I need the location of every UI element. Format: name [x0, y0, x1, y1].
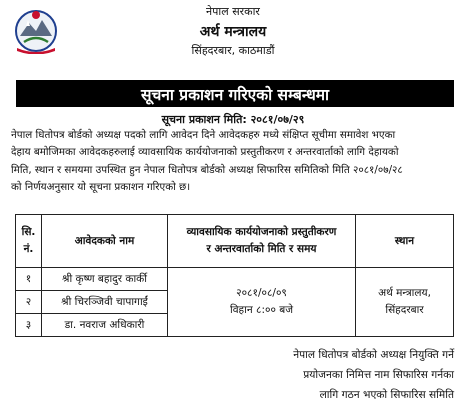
ministry-name: अर्थ मन्त्रालय — [199, 24, 267, 40]
venue-line: सिंहदरबार — [385, 304, 424, 316]
applicant-name: श्री चिरञ्जिवी चापागाईं — [42, 291, 168, 314]
notice-body-line: नेपाल धितोपत्र बोर्डको अध्यक्ष पदको लागि आवेदन दिने आवेदकहरु मध्ये संक्षिप्त सूचीमा समावेश भएका — [11, 129, 396, 141]
interview-schedule-table — [15, 214, 454, 337]
applicant-name: श्री कृष्ण बहादुर कार्की — [42, 268, 168, 291]
notice-body — [11, 127, 463, 197]
signatory-line: नेपाल धितोपत्र बोर्डको अध्यक्ष नियुक्ति गर्ने — [293, 349, 454, 361]
notice-title: सूचना प्रकाशन गरिएको सम्बन्धमा — [140, 85, 330, 104]
header-venue: स्थान — [356, 215, 454, 268]
publication-date: सूचना प्रकाशन मिति: २०८१/०७/२९ — [161, 113, 305, 126]
venue-line: अर्थ मन्त्रालय, — [378, 287, 431, 299]
notice-title-banner — [16, 80, 454, 107]
notice-body-line: को निर्णयअनुसार यो सूचना प्रकाशन गरिएको छ। — [11, 181, 191, 194]
header-applicant-name: आवेदकको नाम — [42, 215, 168, 268]
notice-body-line: देहाय बमोजिमका आवेदकहरुलाई व्यावसायिक कार्ययोजनाको प्रस्तुतीकरण र अन्तरवार्ताको लागि देहायको — [11, 146, 399, 159]
ministry-address: सिंहदरबार, काठमाडौं — [191, 44, 275, 57]
signatory-line: प्रयोजनका निमित्त नाम सिफारिस गर्नका — [303, 369, 454, 381]
applicant-name: डा. नवराज अधिकारी — [42, 314, 168, 337]
header-serial-number: सि. नं. — [16, 215, 42, 268]
notice-body-line: मिति, स्थान र समयमा उपस्थित हुन नेपाल धितोपत्र बोर्डको अध्यक्ष सिफारिस समितिको मिति २०८१/०७/२८ — [11, 163, 403, 176]
venue-cell — [356, 268, 454, 337]
signatory-line: लागि गठन भएको सिफारिस समिति — [319, 389, 454, 401]
interview-time: विहान ८:०० बजे — [229, 304, 294, 316]
table-row — [16, 268, 454, 291]
signatory-committee — [293, 345, 454, 405]
serial-number: ३ — [16, 314, 42, 337]
interview-date: २०८१/०८/०९ — [236, 287, 287, 299]
serial-number: २ — [16, 291, 42, 314]
serial-number: १ — [16, 268, 42, 291]
header-schedule: व्यावसायिक कार्ययोजनाको प्रस्तुतीकरण र अन्तरवार्ताको मिति र समय — [168, 215, 356, 268]
schedule-cell — [168, 268, 356, 337]
government-name: नेपाल सरकार — [206, 5, 260, 18]
table-header-row — [16, 215, 454, 268]
